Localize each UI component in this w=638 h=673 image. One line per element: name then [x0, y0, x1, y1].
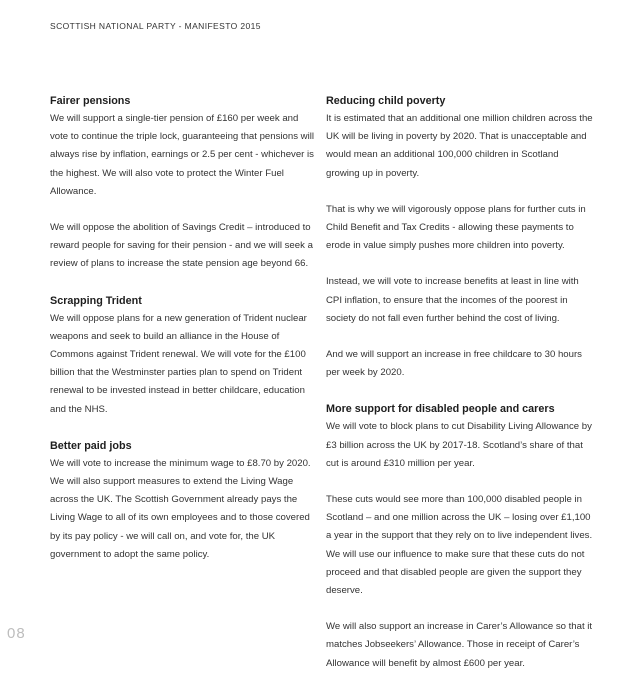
section-fairer-pensions: [50, 92, 316, 274]
section-reducing-child-poverty: [326, 92, 594, 382]
paragraph: That is why we will vigorously oppose plans for further cuts in Child Benefit and Tax Credits - allowing these payments to erode in value simply pushes more children into poverty.: [326, 203, 586, 252]
right-column: [326, 92, 594, 673]
paragraph: We will oppose plans for a new generation of Trident nuclear weapons and seek to build an alliance in the House of Commons against Trident renewal. We will vote for the £100 billion that the Westminster parties plan to spend on Trident renewal to be invested instead in better childcare, education and the NHS.: [50, 312, 307, 415]
page-header: SCOTTISH NATIONAL PARTY - MANIFESTO 2015: [50, 21, 261, 31]
section-better-paid-jobs: [50, 437, 316, 564]
section-scrapping-trident: [50, 292, 316, 419]
paragraph-spacer: [50, 201, 316, 219]
section-heading: More support for disabled people and carers: [326, 403, 555, 416]
paragraph: Instead, we will vote to increase benefits at least in line with CPI inflation, to ensure that the incomes of the poorest in society do not fall even further behind the cost of living.: [326, 276, 579, 324]
section-spacer: [326, 382, 594, 400]
section-spacer: [50, 274, 316, 292]
paragraph: We will vote to block plans to cut Disability Living Allowance by £3 billion across the UK by 2017-18. Scotland’s share of that cut is around £310 million per year.: [326, 421, 592, 469]
section-spacer: [50, 419, 316, 437]
paragraph: And we will support an increase in free childcare to 30 hours per week by 2020.: [326, 349, 582, 379]
paragraph-spacer: [326, 183, 594, 201]
section-heading: Better paid jobs: [50, 439, 132, 452]
left-column: [50, 92, 316, 564]
page-number: 08: [7, 625, 26, 642]
paragraph: These cuts would see more than 100,000 disabled people in Scotland – and one million across the UK – losing over £1,100 a year in the support that they rely on to live independent lives. We will use our influence to make sure that these cuts do not proceed and that disabled people are given the support they deserve.: [326, 494, 593, 597]
paragraph-spacer: [326, 600, 594, 618]
section-heading: Scrapping Trident: [50, 294, 142, 307]
paragraph: We will also support an increase in Carer’s Allowance so that it matches Jobseekers’ Allowance. Those in receipt of Carer’s Allowance will benefit by almost £600 per year.: [326, 621, 593, 669]
section-heading: Reducing child poverty: [326, 95, 446, 107]
paragraph: We will oppose the abolition of Savings Credit – introduced to reward people for saving for their pension - and we will seek a review of plans to increase the state pension age beyond 66.: [50, 222, 313, 270]
paragraph-spacer: [326, 328, 594, 346]
paragraph: We will support a single-tier pension of £160 per week and vote to continue the triple lock, guaranteeing that pensions will always rise by inflation, earnings or 2.5 per cent - whichever is the highest. We will also vote to protect the Winter Fuel Allowance.: [50, 113, 314, 197]
paragraph: We will vote to increase the minimum wage to £8.70 by 2020. We will also support measures to extend the Living Wage across the UK. The Scottish Government already pays the Living Wage to all of its own employees and to those covered by its pay policy - we will call on, and vote for, the UK government to adopt the same policy.: [50, 457, 311, 560]
section-disabled-people-carers: [326, 400, 594, 672]
paragraph-spacer: [326, 473, 594, 491]
paragraph: It is estimated that an additional one million children across the UK will be living in poverty by 2020. That is unacceptable and would mean an additional 100,000 children in Scotland growing up in poverty.: [326, 113, 593, 179]
paragraph-spacer: [326, 255, 594, 273]
section-heading: Fairer pensions: [50, 95, 131, 107]
